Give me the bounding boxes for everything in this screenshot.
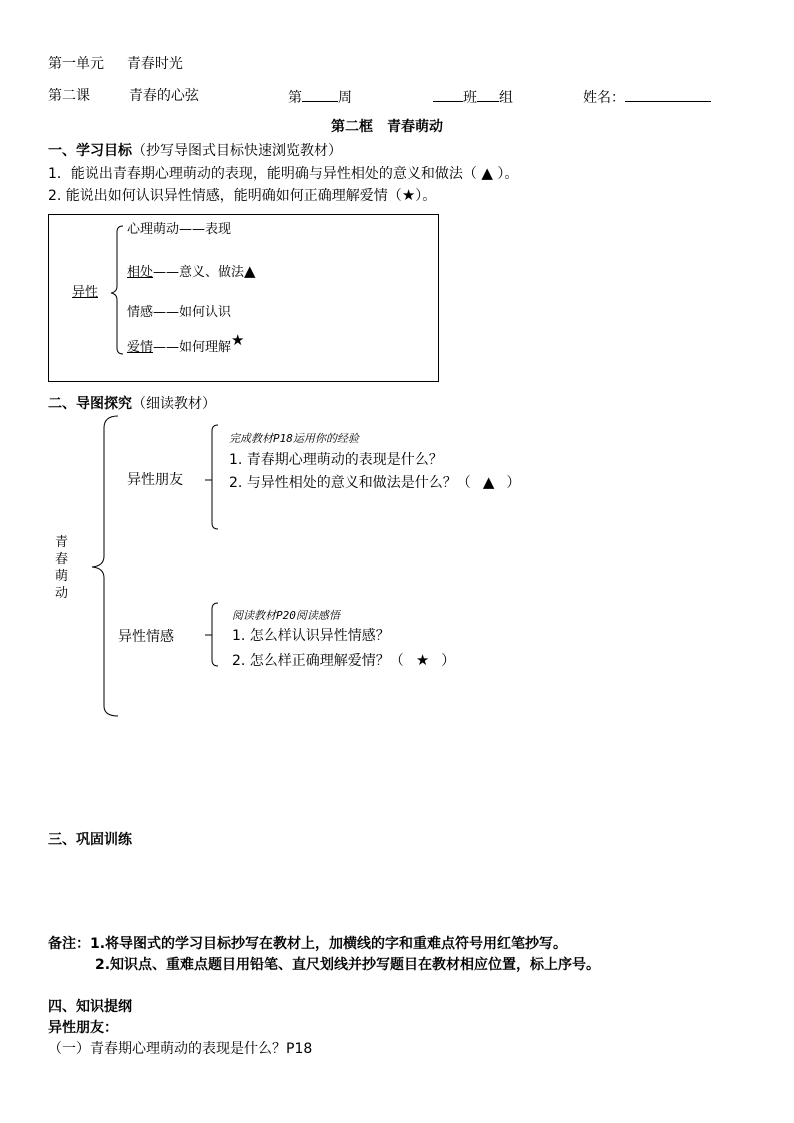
remark-line-1: 备注：1.将导图式的学习目标抄写在教材上，加横线的字和重难点符号用红笔抄写。 (48, 936, 568, 952)
branch-feelings-q2: 2. 怎么样正确理解爱情？（ ★ ） (232, 651, 456, 669)
branch-friends-label: 异性朋友 (127, 472, 183, 488)
section2-note: （细读教材） (132, 396, 216, 412)
section4-question-1: （一）青春期心理萌动的表现是什么？P18 (48, 1041, 313, 1057)
star-icon: ★ (415, 651, 430, 669)
week-field[interactable]: 第 周 (288, 87, 352, 107)
section2-heading: 二、导图探究 (48, 396, 132, 412)
branch-friends-q1: 1. 青春期心理萌动的表现是什么？ (229, 452, 443, 468)
triangle-icon: ▲ (482, 473, 495, 491)
goal-map-item-3: 情感——如何认识 (127, 305, 232, 320)
remark-line-2: 2.知识点、重难点题目用铅笔、直尺划线并抄写题目在教材相应位置，标上序号。 (95, 957, 601, 973)
class-group-field[interactable]: 班 组 (433, 87, 513, 107)
goal-map-item-1: 心理萌动——表现 (127, 222, 232, 237)
branch-feelings-q1: 1. 怎么样认识异性情感？ (232, 628, 390, 644)
branch-friends-note: 完成教材P18运用你的经验 (229, 432, 359, 445)
section1-heading: 一、学习目标 (48, 143, 132, 159)
lesson-number: 第二课 (48, 88, 90, 104)
mind-map-root: 青 春 萌 动 (55, 535, 69, 601)
unit-title: 青春时光 (126, 56, 183, 72)
page-title: 第二框 青春萌动 (331, 119, 443, 135)
goal-2: 2. 能说出如何认识异性情感，能明确如何正确理解爱情（★）。 (48, 186, 437, 204)
star-icon: ★ (401, 186, 416, 204)
lesson-title: 青春的心弦 (128, 88, 199, 104)
branch-feelings-note: 阅读教材P20阅读感悟 (232, 609, 340, 622)
goal-1: 1．能说出青春期心理萌动的表现，能明确与异性相处的意义和做法（ ▲ ）。 (48, 164, 519, 182)
section3-heading: 三、巩固训练 (48, 832, 132, 848)
goal-map-root: 异性 (72, 285, 99, 300)
goal-map-item-2: 相处——意义、做法▲ (127, 262, 256, 280)
name-field[interactable]: 姓名： (583, 87, 711, 107)
branch-feelings-label: 异性情感 (118, 629, 174, 645)
triangle-icon: ▲ (244, 262, 256, 280)
star-icon: ★ (231, 331, 245, 349)
unit-number: 第一单元 (48, 56, 104, 72)
branch-friends-q2: 2. 与异性相处的意义和做法是什么？（ ▲ ） (229, 473, 521, 491)
section4-subheading: 异性朋友： (48, 1020, 118, 1036)
section4-heading: 四、知识提纲 (48, 999, 132, 1015)
section1-note: （抄写导图式目标快速浏览教材） (132, 143, 342, 159)
triangle-icon: ▲ (481, 164, 493, 182)
goal-map-item-4: 爱情——如何理解★ (127, 331, 245, 355)
